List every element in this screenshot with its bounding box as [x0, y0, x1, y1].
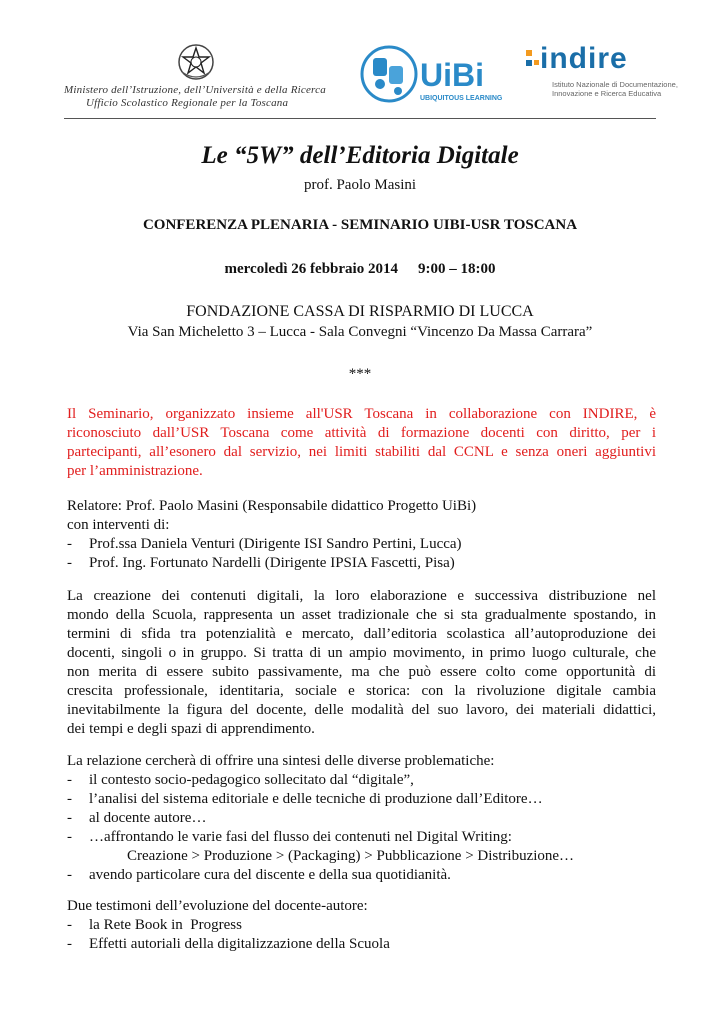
witnesses-intro: Due testimoni dell’evoluzione del docente-autore:: [67, 898, 368, 914]
paragraph-line: docenti, singoli o in gruppo. Si tratta di un ampio movimento, in primo luogo culturale, che: [67, 645, 656, 661]
list-item: - Prof. Ing. Fortunato Nardelli (Dirigente IPSIA Fascetti, Pisa): [67, 555, 455, 571]
paragraph-line: non merita di essere subito passivamente, ma che può essere colto come opportunità di: [67, 664, 656, 680]
letterhead: [64, 38, 678, 120]
conference-heading: CONFERENZA PLENARIA - SEMINARIO UIBI-USR TOSCANA: [142, 217, 578, 233]
list-item: - l’analisi del sistema editoriale e delle tecniche di produzione dall’Editore…: [67, 791, 543, 807]
ministry-name: [64, 84, 334, 110]
document-title: Le “5W” dell’Editoria Digitale: [201, 142, 519, 169]
author: prof. Paolo Masini: [303, 177, 417, 193]
uibi-wordmark: UiBi: [420, 57, 484, 93]
indire-wordmark: indire: [540, 42, 628, 75]
paragraph-line: mondo della Scuola, rappresenta un asset tradizionale che si sta gradualmente spostando, in: [67, 607, 656, 623]
list-item: - al docente autore…: [67, 810, 207, 826]
ministry-line-1: Ministero dell’Istruzione, dell’Università e della Ricerca: [64, 84, 326, 96]
relatore-line: Relatore: Prof. Paolo Masini (Responsabile didattico Progetto UiBi): [67, 498, 477, 514]
intro-paragraph: [67, 587, 656, 739]
witnesses-section: [67, 897, 656, 954]
indire-subtitle-line-1: Istituto Nazionale di Documentazione,: [552, 80, 678, 89]
accreditation-notice: [67, 405, 656, 481]
list-item: - la Rete Book in Progress: [67, 917, 242, 933]
venue: FONDAZIONE CASSA DI RISPARMIO DI LUCCA: [186, 303, 534, 320]
topics-section: [67, 752, 656, 885]
interventi-label: con interventi di:: [67, 517, 170, 533]
topics-intro: La relazione cercherà di offrire una sintesi delle diverse problematiche:: [67, 753, 495, 769]
venue-address: Via San Micheletto 3 – Lucca - Sala Convegni “Vincenzo Da Massa Carrara”: [127, 324, 593, 340]
list-item: - Prof.ssa Daniela Venturi (Dirigente ISI Sandro Pertini, Lucca): [67, 536, 462, 552]
notice-line: partecipanti, all’esonero dal servizio, nei limiti stabiliti dal CCNL e senza oneri aggiuntivi: [67, 444, 656, 460]
event-date-time: [64, 261, 656, 278]
list-item: - …affrontando le varie fasi del flusso dei contenuti nel Digital Writing:: [67, 829, 512, 845]
uibi-tagline: UBIQUITOUS LEARNING: [420, 95, 503, 102]
header-divider: [64, 118, 656, 119]
indire-logo: [526, 42, 678, 102]
italian-republic-emblem-icon: [176, 42, 216, 82]
section-separator: ***: [348, 366, 372, 382]
notice-line: riconosciuto dall’USR Toscana come attività di formazione docenti con diritto, per i: [67, 425, 656, 441]
workflow-line: Creazione > Produzione > (Packaging) > Pubblicazione > Distribuzione…: [127, 848, 575, 864]
notice-line: Il Seminario, organizzato insieme all'USR Toscana in collaborazione con INDIRE, è: [67, 406, 656, 422]
paragraph-line: crescita professionale, identitaria, sociale e storica: con la rivoluzione digitale cambia: [67, 683, 656, 699]
list-item: - Effetti autoriali della digitalizzazione della Scuola: [67, 936, 390, 952]
paragraph-line: termini di sfida tra potenzialità e mercato, dall’editoria scolastica all’autoproduzione dei: [67, 626, 656, 642]
indire-subtitle-line-2: Innovazione e Ricerca Educativa: [552, 89, 662, 98]
indire-dots-icon: [526, 48, 540, 70]
event-date: mercoledì 26 febbraio 2014: [224, 261, 398, 277]
paragraph-line: La creazione dei contenuti digitali, la loro elaborazione e successiva distribuzione nel: [67, 588, 656, 604]
list-item: - il contesto socio-pedagogico sollecitato dal “digitale”,: [67, 772, 414, 788]
event-time: 9:00 – 18:00: [417, 261, 496, 277]
ministry-line-2: Ufficio Scolastico Regionale per la Toscana: [86, 97, 289, 109]
speakers-section: [67, 497, 656, 573]
notice-line: per l’amministrazione.: [67, 463, 203, 479]
list-item: - avendo particolare cura del discente e della sua quotidianità.: [67, 867, 451, 883]
indire-subtitle: [552, 80, 682, 98]
uibi-logo: [360, 44, 503, 106]
paragraph-line: dei tempi e degli spazi di apprendimento.: [67, 721, 315, 737]
paragraph-line: inevitabilmente la figura del docente, delle modalità del suo lavoro, dei materiali didattici,: [67, 702, 656, 718]
